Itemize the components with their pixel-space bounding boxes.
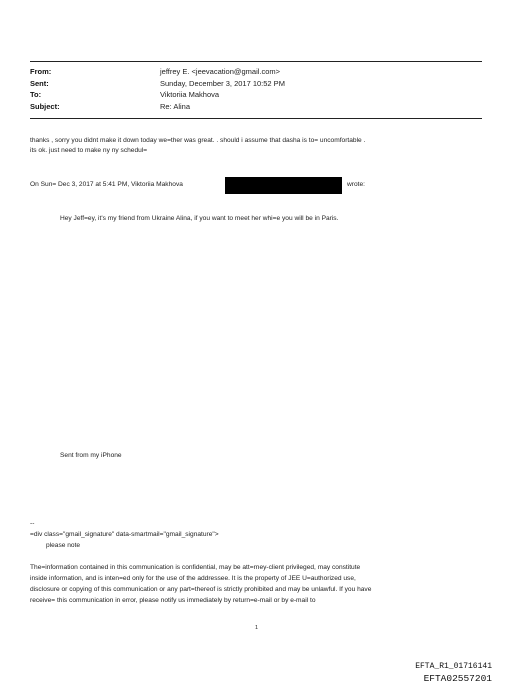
signature-dashes: --: [30, 520, 35, 527]
sent-from-signature: Sent from my iPhone: [60, 452, 122, 459]
email-header: [30, 66, 482, 112]
sent-value: Sunday, December 3, 2017 10:52 PM: [160, 78, 285, 88]
signature-note: please note: [46, 542, 81, 549]
page-number: 1: [255, 625, 259, 631]
disclaimer-line-2: inside information, and is inten=ed only for the use of the addressee. It is the property of JEE U=authorized use,: [30, 575, 356, 582]
sent-label: Sent:: [30, 78, 49, 88]
quote-intro: On Sun= Dec 3, 2017 at 5:41 PM, Viktoriia Makhova: [30, 181, 183, 188]
quoted-message: Hey Jeff=ey, it's my friend from Ukraine Alina, if you want to meet her whi=e you will be in Paris.: [60, 215, 339, 222]
footer-id-primary: EFTA_R1_01716141: [415, 662, 492, 671]
header-from-row: [30, 66, 482, 78]
from-value: jeffrey E. <jeevacation@gmail.com>: [160, 67, 281, 76]
quote-wrote: wrote:: [347, 181, 365, 188]
header-top-rule: [30, 61, 482, 62]
footer-id-secondary: EFTA02557201: [423, 673, 492, 684]
header-sent-row: [30, 78, 482, 90]
subject-value: Re: Alina: [160, 101, 191, 111]
redaction-box: [225, 177, 342, 194]
disclaimer-line-4: receive= this communication in error, please notify us immediately by return=e-mail or by e-mail to: [30, 597, 316, 604]
signature-div-markup: =div class="gmail_signature" data-smartmail="gmail_signature">: [30, 531, 219, 538]
body-line-2: its ok. just need to make ny ny schedul=: [30, 147, 148, 154]
from-label: From:: [30, 67, 52, 76]
to-value: Viktoriia Makhova: [160, 90, 220, 99]
header-bottom-rule: [30, 118, 482, 119]
to-label: To:: [30, 90, 42, 99]
subject-label: Subject:: [30, 101, 60, 111]
header-subject-row: [30, 101, 482, 113]
disclaimer-line-3: disclosure or copying of this communication or any part=thereof is strictly prohibited and may be unlawful. If you have: [30, 586, 372, 593]
header-to-row: [30, 89, 482, 101]
disclaimer-line-1: The=information contained in this communication is confidential, may be att=rney-client privileged, may constitute: [30, 564, 361, 571]
body-line-1: thanks , sorry you didnt make it down today we=ther was great. . should i assume that dasha is to= uncomfortable .: [30, 137, 366, 144]
